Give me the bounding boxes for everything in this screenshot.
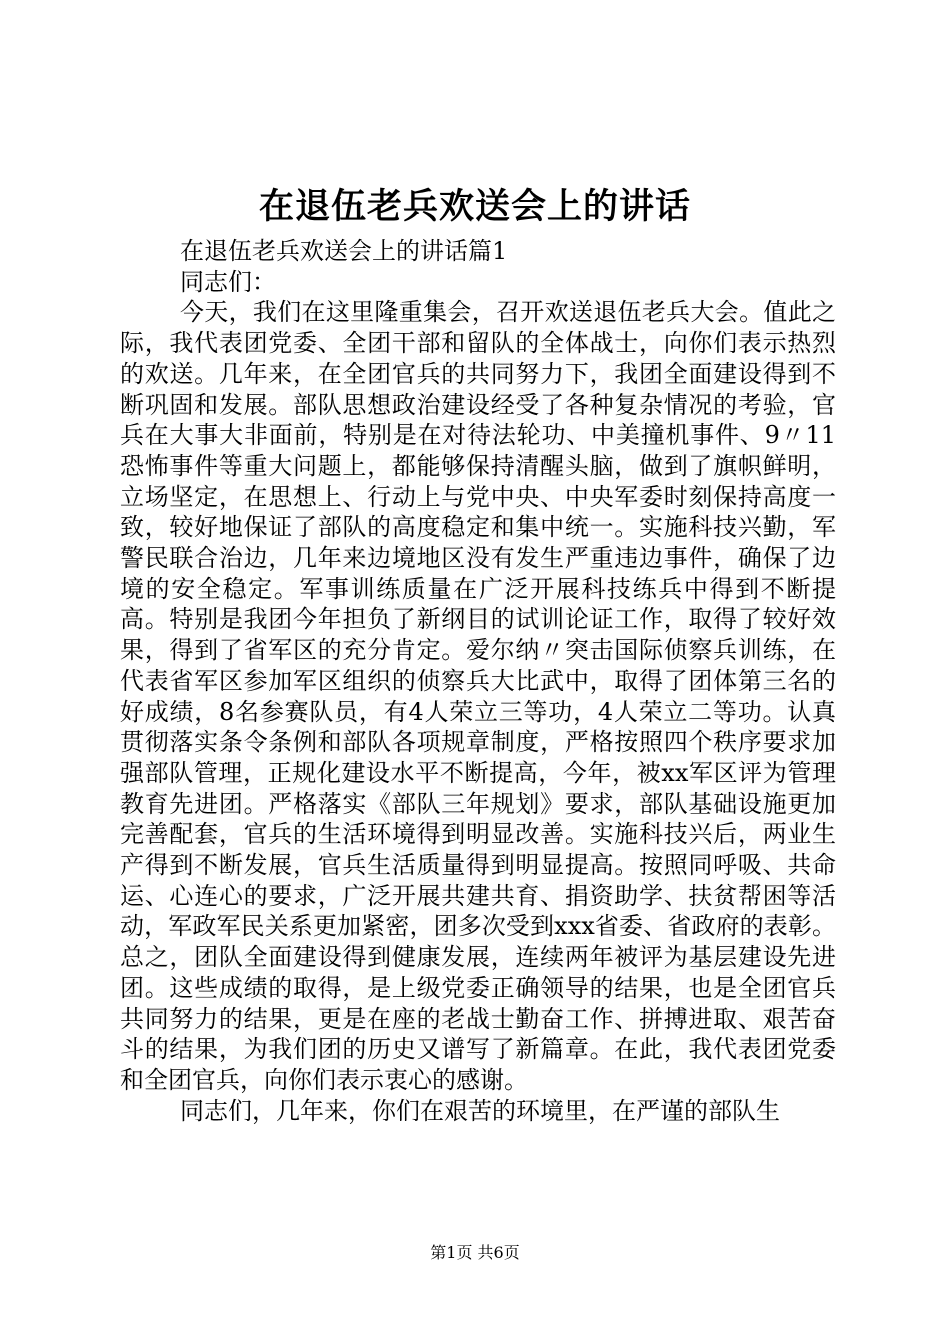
document-body [120, 236, 836, 1126]
paragraph: 同志们，几年来，你们在艰苦的环境里，在严谨的部队生 [180, 1096, 780, 1125]
salutation: 同志们： [180, 267, 276, 296]
document-subtitle: 在退伍老兵欢送会上的讲话篇1 [180, 237, 508, 265]
page-number-footer: 第1页 共6页 [430, 1243, 520, 1262]
document-title: 在退伍老兵欢送会上的讲话 [258, 186, 691, 227]
paragraph: 今天，我们在这里隆重集会，召开欢送退伍老兵大会。值此之际，我代表团党委、全团干部和留队的全体战士，向你们表示热烈的欢送。几年来，在全团官兵的共同努力下，我团全面建设得到不断巩固和发展。部队思想政治建设经受了各种复杂情况的考验，官兵在大事大非面前，特别是在对待法轮功、中美撞机事件、9〃11恐怖事件等重大问题上，都能够保持清醒头脑，做到了旗帜鲜明，立场坚定，在思想上、行动上与党中央、中央军委时刻保持高度一致，较好地保证了部队的高度稳定和集中统一。实施科技兴勤，军警民联合治边，几年来边境地区没有发生严重违边事件，确保了边境的安全稳定。军事训练质量在广泛开展科技练兵中得到不断提高。特别是我团今年担负了新纲目的试训论证工作，取得了较好效果，得到了省军区的充分肯定。爱尔纳〃突击国际侦察兵训练，在代表省军区参加军区组织的侦察兵大比武中，取得了团体第三名的好成绩，8名参赛队员，有4人荣立三等功，4人荣立二等功。认真贯彻落实条令条例和部队各项规章制度，严格按照四个秩序要求加强部队管理，正规化建设水平不断提高，今年，被xx军区评为管理教育先进团。严格落实《部队三年规划》要求，部队基础设施更加完善配套，官兵的生活环境得到明显改善。实施科技兴后，两业生产得到不断发展，官兵生活质量得到明显提高。按照同呼吸、共命运、心连心的要求，广泛开展共建共育、捐资助学、扶贫帮困等活动，军政军民关系更加紧密，团多次受到xxx省委、省政府的表彰。总之，团队全面建设得到健康发展，连续两年被评为基层建设先进团。这些成绩的取得，是上级党委正确领导的结果，也是全团官兵共同努力的结果，更是在座的老战士勤奋工作、拼搏进取、艰苦奋斗的结果，为我们团的历史又谱写了新篇章。在此，我代表团党委和全团官兵，向你们表示衷心的感谢。 [120, 298, 836, 1094]
